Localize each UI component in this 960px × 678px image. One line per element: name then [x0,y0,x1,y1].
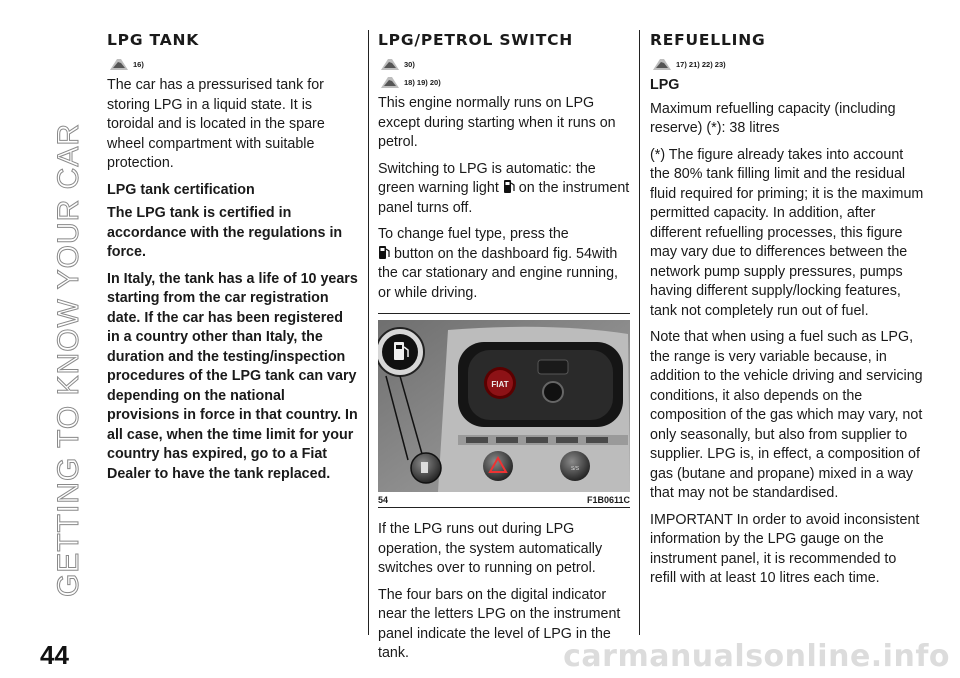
subheading: LPG [650,77,680,93]
paragraph: The four bars on the digital indicator near the letters LPG on the instrument panel indicate the level of LPG in the tank. [378,586,621,661]
paragraph [378,160,630,219]
warning-ref-numbers: 30) [404,59,415,69]
paragraph: (*) The figure already takes into account the 80% tank filling limit and the residual fluid required for priming; it is the maximum permitted capacity. In addition, after different refuelling processes, this figure may vary due to differences between the network pump supply pressures, pumps having different supply/locking features, tank not completely run out of fuel. [650,146,924,319]
warning-reference [380,56,630,72]
fiat-logo: FIAT [491,380,509,389]
page-number: 44 [40,640,69,670]
paragraph: Note that when using a fuel such as LPG, the range is very variable because, in addition to the vehicle driving and servicing conditions, it also depends on the composition of the gas which may vary, not only seasonally, but also from supplier to supplier. LPG is, in effect, a composition of gas (butane and propane) mixed in a way that may not be standardised. [650,329,923,501]
paragraph-bold: The LPG tank is certified in accordance with the regulations in force. [107,205,343,260]
section-side-tab: GETTING TO KNOW YOUR CAR [52,122,85,598]
warning-hand-icon [380,56,400,72]
dashboard-figure [378,313,630,508]
paragraph-bold: In Italy, the tank has a life of 10 years starting from the car registration date. If the car has been registered in a country other than Italy, the duration and the testing/inspection procedures of the LPG tank can vary depending on the national provisions in force in that country. In all case, when the time limit for your country has expired, go to a Fiat Dealer to have the tank replaced. [107,270,358,482]
paragraph: The car has a pressurised tank for storing LPG in a liquid state. It is toroidal and is located in the spare wheel compartment with suitable protection. [107,77,325,171]
column-divider-2 [639,30,640,635]
section-heading: LPG/PETROL SWITCH [378,31,574,49]
watermark: carmanualsonline.info [563,639,950,674]
button-label: S/S [570,466,580,472]
lpg-petrol-switch-section [378,30,630,671]
paragraph: This engine normally runs on LPG except during starting when it runs on petrol. [378,95,616,150]
dashboard-photo [378,320,630,492]
warning-reference [380,74,630,90]
warning-hand-icon [109,56,129,72]
warning-ref-numbers: 18) 19) 20) [404,77,441,87]
subheading: LPG tank certification [107,181,255,198]
section-heading: LPG TANK [107,31,200,49]
section-heading: REFUELLING [650,31,766,49]
fuel-pump-icon [503,179,515,194]
text-span: To change fuel type, press the [378,226,569,242]
text-span: on the instrument panel turns off. [378,180,630,216]
warning-ref-numbers: 17) 21) 22) 23) [676,59,726,69]
warning-ref-numbers: 16) [133,59,144,69]
figure-number: 54 [378,495,389,505]
lpg-tank-section [107,30,359,491]
warning-hand-icon [380,74,400,90]
text-span: Switching to LPG is automatic: the green warning light [378,160,596,196]
paragraph: If the LPG runs out during LPG operation, the system automatically switches over to running on petrol. [378,521,603,576]
paragraph [378,225,630,303]
refuelling-section [650,30,925,596]
column-divider-1 [368,30,369,635]
fuel-switch-icon [378,245,390,260]
figure-caption [378,492,630,508]
text-span: button on the dashboard fig. 54with the car stationary and engine running, or while driving. [378,245,619,301]
warning-hand-icon [652,56,672,72]
warning-reference [652,56,925,72]
paragraph: IMPORTANT In order to avoid inconsistent information by the LPG gauge on the instrument panel, it is recommended to refill with at least 10 litres each time. [650,511,920,586]
warning-reference [109,56,359,72]
figure-code: F1B0611C [586,495,630,505]
paragraph: Maximum refuelling capacity (including reserve) (*): 38 litres [650,100,896,136]
